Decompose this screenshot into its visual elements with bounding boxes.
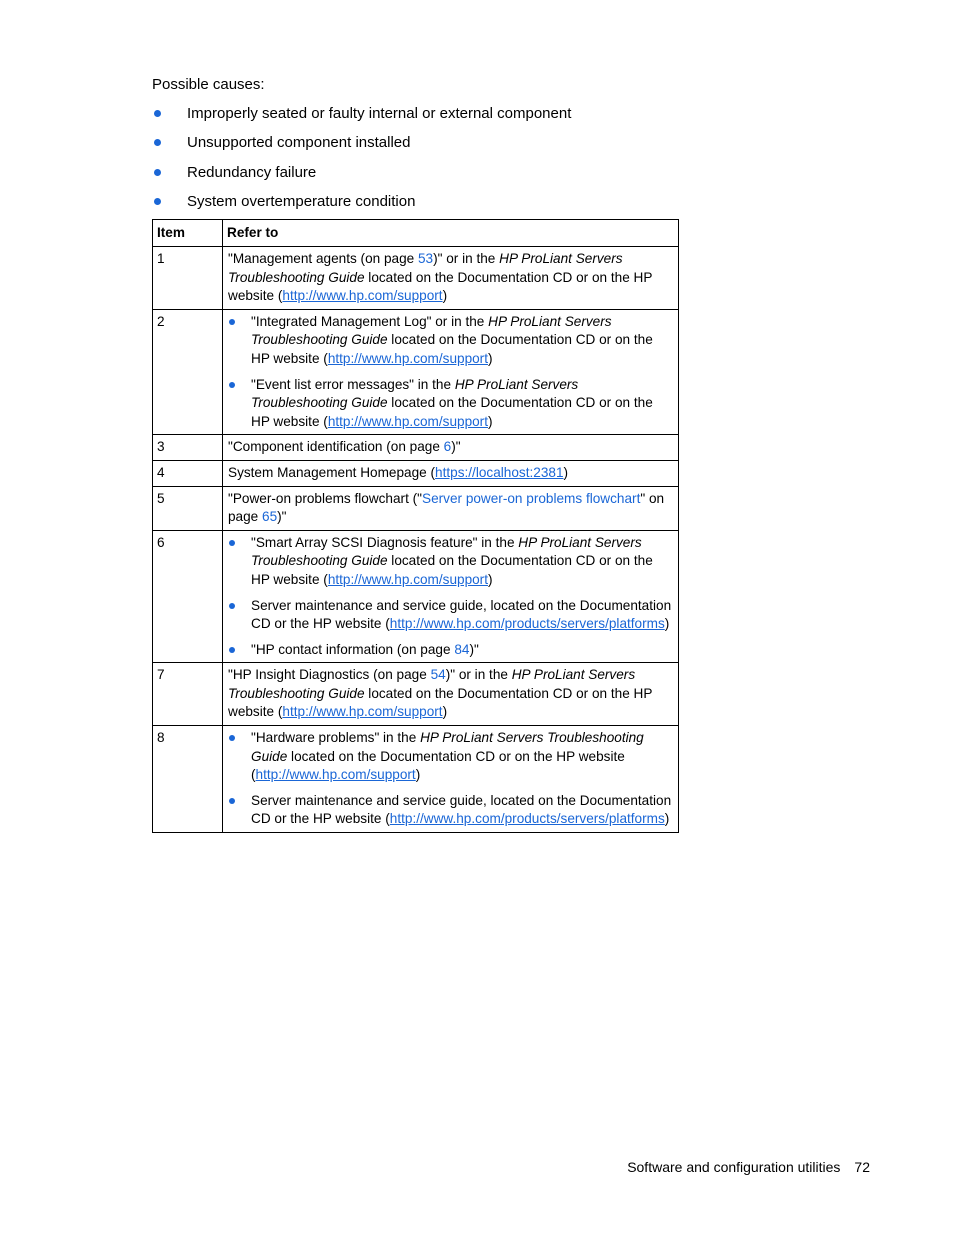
table-header-row: [153, 220, 679, 247]
reference-entry: [228, 438, 675, 457]
reference-bullet-item: [228, 376, 675, 432]
table-row: [153, 726, 679, 833]
reference-text: ): [488, 350, 493, 366]
reference-text: ): [488, 571, 493, 587]
page-footer: [627, 1158, 870, 1176]
reference-text: "HP Insight Diagnostics (on page: [228, 667, 431, 683]
footer-section-title: Software and configuration utilities: [627, 1159, 841, 1175]
reference-text: )": [277, 509, 287, 525]
bullet-icon: [154, 110, 161, 117]
reference-text: "Integrated Management Log" or in the: [251, 313, 489, 329]
item-number-cell: 3: [153, 435, 223, 461]
item-number-cell: 1: [153, 247, 223, 310]
reference-bullet-item: [228, 792, 675, 829]
reference-text: ): [442, 704, 448, 720]
url-link[interactable]: https://localhost:2381: [435, 464, 564, 480]
cause-item: Unsupported component installed: [152, 133, 571, 162]
reference-bullet-list: [228, 534, 675, 660]
reference-text: located on the Documentation CD or on the HP website (: [228, 269, 653, 304]
table-body: [153, 247, 679, 833]
bullet-icon: [154, 169, 161, 176]
reference-text: located on the Documentation CD or on the HP website (: [251, 395, 653, 429]
guide-title: HP ProLiant Servers Troubleshooting Guide: [228, 251, 623, 285]
refer-to-cell: [223, 486, 679, 530]
cause-item: Redundancy failure: [152, 163, 571, 192]
table-row: [153, 486, 679, 530]
header-refer-to: Refer to: [223, 220, 679, 247]
reference-text: "Management agents (on page: [228, 251, 418, 266]
reference-text: ): [442, 288, 448, 304]
table-row: [153, 435, 679, 461]
reference-bullet-list: [228, 729, 675, 829]
bullet-icon: [229, 735, 235, 741]
bullet-icon: [229, 647, 235, 653]
reference-entry: [228, 490, 675, 527]
item-number-cell: 4: [153, 460, 223, 486]
url-link[interactable]: http://www.hp.com/support: [327, 413, 488, 429]
table-row: [153, 460, 679, 486]
item-number-cell: 2: [153, 309, 223, 435]
reference-table: [152, 219, 679, 833]
reference-text: ): [664, 811, 670, 827]
bullet-icon: [229, 798, 235, 804]
reference-text: "Event list error messages" in the: [251, 376, 455, 392]
page-reference-link[interactable]: Server power-on problems flowchart: [422, 490, 641, 506]
table-row: [153, 247, 679, 310]
bullet-icon: [229, 540, 235, 546]
cause-item: Improperly seated or faulty internal or external component: [152, 104, 571, 133]
table-row: [153, 663, 679, 726]
causes-list: [152, 104, 571, 222]
item-number-cell: 7: [153, 663, 223, 726]
refer-to-cell: [223, 435, 679, 461]
page-reference-link[interactable]: 6: [443, 439, 452, 455]
reference-text: )" or in the: [433, 251, 500, 266]
possible-causes-heading: Possible causes:: [152, 76, 265, 93]
url-link[interactable]: http://www.hp.com/products/servers/platforms: [389, 811, 665, 827]
reference-entry: [228, 666, 675, 722]
header-item: Item: [153, 220, 223, 247]
cause-item: System overtemperature condition: [152, 192, 571, 221]
reference-text: ): [664, 616, 670, 632]
table-row: [153, 530, 679, 663]
refer-to-cell: [223, 663, 679, 726]
refer-to-cell: [223, 309, 679, 435]
reference-text: )" or in the: [445, 667, 512, 683]
reference-text: Server maintenance and service guide, located on the Documentation CD or the HP website (: [251, 597, 672, 632]
page-reference-link[interactable]: 53: [417, 251, 434, 266]
reference-bullet-item: [228, 313, 675, 369]
bullet-icon: [229, 603, 235, 609]
reference-text: located on the Documentation CD or on the HP website (: [251, 553, 653, 587]
reference-entry: [228, 250, 675, 306]
bullet-icon: [154, 198, 161, 205]
reference-text: System Management Homepage (: [228, 464, 436, 480]
reference-bullet-item: [228, 641, 675, 660]
page-reference-link[interactable]: 84: [454, 641, 470, 657]
reference-entry: [228, 464, 675, 483]
reference-text: )": [469, 641, 479, 657]
reference-text: ): [415, 767, 421, 783]
item-number-cell: 5: [153, 486, 223, 530]
reference-bullet-item: [228, 534, 675, 590]
url-link[interactable]: http://www.hp.com/support: [282, 288, 443, 304]
item-number-cell: 8: [153, 726, 223, 833]
guide-title: HP ProLiant Servers Troubleshooting Guide: [251, 376, 579, 411]
reference-bullet-item: [228, 729, 675, 785]
reference-text: "HP contact information (on page: [251, 641, 455, 657]
reference-bullet-item: [228, 597, 675, 634]
bullet-icon: [154, 139, 161, 146]
reference-text: located on the Documentation CD or on the HP website (: [251, 332, 653, 366]
reference-text: )": [451, 439, 461, 455]
reference-bullet-list: [228, 313, 675, 432]
page-reference-link[interactable]: 54: [430, 667, 446, 683]
reference-text: "Power-on problems flowchart (": [228, 490, 422, 506]
reference-text: located on the Documentation CD or on the HP website (: [251, 748, 625, 783]
url-link[interactable]: http://www.hp.com/support: [282, 704, 443, 720]
reference-text: "Hardware problems" in the: [251, 730, 421, 746]
refer-to-cell: [223, 247, 679, 310]
url-link[interactable]: http://www.hp.com/support: [327, 571, 488, 587]
refer-to-cell: [223, 530, 679, 663]
page-reference-link[interactable]: 65: [262, 509, 278, 525]
bullet-icon: [229, 319, 235, 325]
reference-text: " on page: [228, 490, 665, 525]
page-number: 72: [854, 1159, 870, 1175]
bullet-icon: [229, 382, 235, 388]
reference-text: ): [488, 413, 493, 429]
url-link[interactable]: http://www.hp.com/support: [255, 767, 416, 783]
reference-text: located on the Documentation CD or on the HP website (: [228, 685, 653, 720]
reference-text: "Smart Array SCSI Diagnosis feature" in the: [251, 534, 519, 550]
url-link[interactable]: http://www.hp.com/support: [327, 350, 488, 366]
guide-title: HP ProLiant Servers Troubleshooting Guide: [228, 667, 636, 701]
guide-title: HP ProLiant Servers Troubleshooting Guide: [251, 730, 644, 764]
guide-title: HP ProLiant Servers Troubleshooting Guide: [251, 313, 612, 348]
table-row: [153, 309, 679, 435]
reference-text: Server maintenance and service guide, located on the Documentation CD or the HP website (: [251, 792, 672, 827]
guide-title: HP ProLiant Servers Troubleshooting Guide: [251, 534, 642, 569]
reference-text: ): [563, 464, 569, 480]
url-link[interactable]: http://www.hp.com/products/servers/platforms: [389, 616, 665, 632]
refer-to-cell: [223, 726, 679, 833]
reference-text: "Component identification (on page: [228, 439, 444, 455]
refer-to-cell: [223, 460, 679, 486]
item-number-cell: 6: [153, 530, 223, 663]
